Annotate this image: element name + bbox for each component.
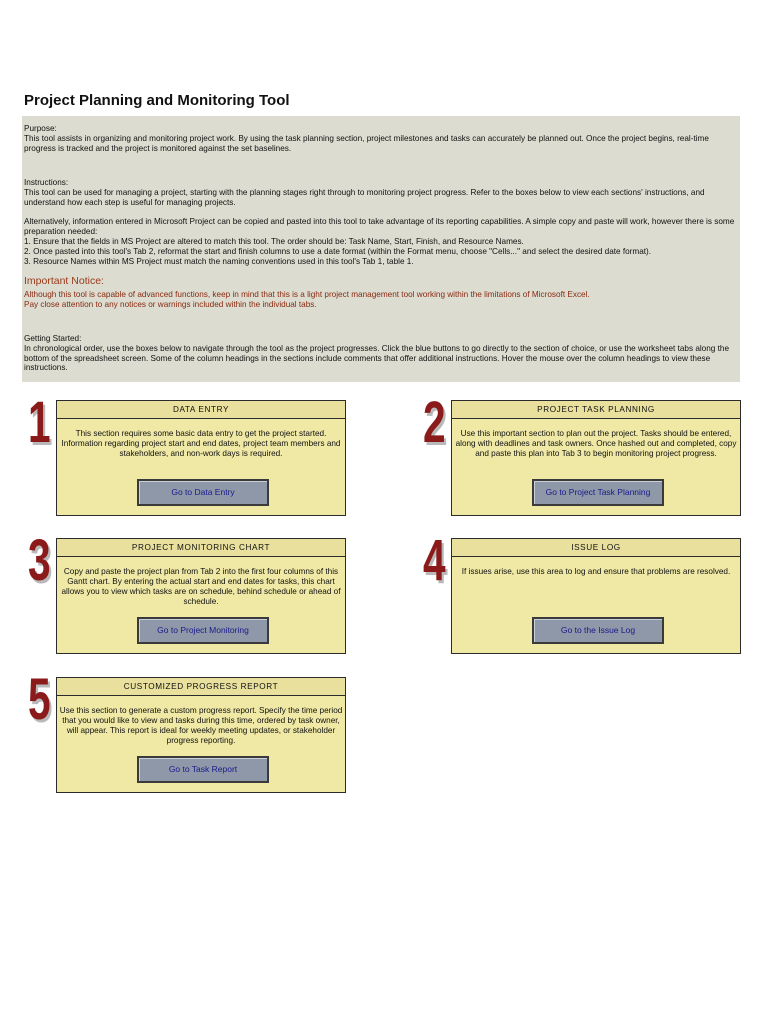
data-entry-panel: [56, 400, 346, 516]
panel-text: If issues arise, use this area to log and ensure that problems are resolved.: [461, 567, 731, 576]
notice-line-2: Pay close attention to any notices or warnings included within the individual tabs.: [24, 300, 317, 309]
page-title: Project Planning and Monitoring Tool: [24, 92, 290, 109]
project-task-planning-panel: [451, 400, 741, 516]
step-number-2: 2: [423, 390, 446, 455]
panel-heading: PROJECT TASK PLANNING: [452, 401, 740, 419]
instructions-label: Instructions:: [24, 178, 69, 187]
step-1: 1. Ensure that the fields in MS Project are altered to match this tool. The order should be: Task Name, Start, Finish, and Resource Names.: [24, 237, 524, 246]
intro-box: [22, 116, 740, 382]
instructions-text: This tool can be used for managing a project, starting with the planning stages right through to monitoring project progress. Refer to the boxes below to view each sections' instructions, and understand how each step is useful for managing projects.: [24, 188, 705, 207]
panel-text: Use this section to generate a custom progress report. Specify the time period that you would like to view and tasks during this time, ordered by task owner, will appear. This report is ideal for weekly meeting updates, or stakeholder progress reporting.: [59, 706, 343, 745]
go-to-issue-log-button[interactable]: Go to the Issue Log: [532, 617, 664, 644]
step-number-1: 1: [28, 390, 51, 455]
step-number-4: 4: [423, 528, 446, 593]
panel-heading: PROJECT MONITORING CHART: [57, 539, 345, 557]
panel-text: This section requires some basic data entry to get the project started. Information regarding project start and end dates, project team members and stakeholders, and non-work days is required.: [61, 429, 341, 458]
getting-started-label: Getting Started:: [24, 334, 82, 343]
go-to-project-monitoring-button[interactable]: Go to Project Monitoring: [137, 617, 269, 644]
step-number-3: 3: [28, 528, 51, 593]
customized-progress-report-panel: [56, 677, 346, 793]
go-to-task-report-button[interactable]: Go to Task Report: [137, 756, 269, 783]
purpose-label: Purpose:: [24, 124, 57, 133]
step-2: 2. Once pasted into this tool's Tab 2, reformat the start and finish columns to use a date format (within the Format menu, choose "Cells..." and select the desired date format).: [24, 247, 652, 256]
purpose-text: This tool assists in organizing and monitoring project work. By using the task planning section, project milestones and tasks can accurately be planned out. Once the project begins, real-time progress is tracked and the project is monitored against the set baselines.: [24, 134, 709, 153]
panel-heading: CUSTOMIZED PROGRESS REPORT: [57, 678, 345, 696]
alternative-text: Alternatively, information entered in Microsoft Project can be copied and pasted into this tool to take advantage of its reporting capabilities. A simple copy and paste will work, however there is some preparation needed:: [24, 217, 735, 236]
getting-started-text: In chronological order, use the boxes below to navigate through the tool as the project progresses. Click the blue buttons to go directly to the section of choice, or use the worksheet tabs along the bottom of the spreadsheet screen. Some of the column headings in the sections include comments that offer additional instructions. Hover the mouse over the column headings to view these instructions.: [24, 344, 730, 373]
project-monitoring-chart-panel: [56, 538, 346, 654]
notice-heading: Important Notice:: [24, 275, 104, 287]
step-3: 3. Resource Names within MS Project must match the naming conventions used in this tool's Tab 1, table 1.: [24, 257, 414, 266]
panel-heading: DATA ENTRY: [57, 401, 345, 419]
go-to-data-entry-button[interactable]: Go to Data Entry: [137, 479, 269, 506]
step-number-5: 5: [28, 667, 51, 732]
panel-text: Copy and paste the project plan from Tab 2 into the first four columns of this Gantt chart. By entering the actual start and end dates for tasks, this chart allows you to view which tasks are on schedule, behind schedule or ahead of schedule.: [61, 567, 341, 606]
notice-line-1: Although this tool is capable of advanced functions, keep in mind that this is a light project management tool working within the limitations of Microsoft Excel.: [24, 290, 590, 299]
panel-text: Use this important section to plan out the project. Tasks should be entered, along with deadlines and task owners. Once hashed out and completed, copy and paste this plan into Tab 3 to begin monitoring project progress.: [455, 429, 737, 458]
issue-log-panel: [451, 538, 741, 654]
go-to-project-task-planning-button[interactable]: Go to Project Task Planning: [532, 479, 664, 506]
panel-heading: ISSUE LOG: [452, 539, 740, 557]
